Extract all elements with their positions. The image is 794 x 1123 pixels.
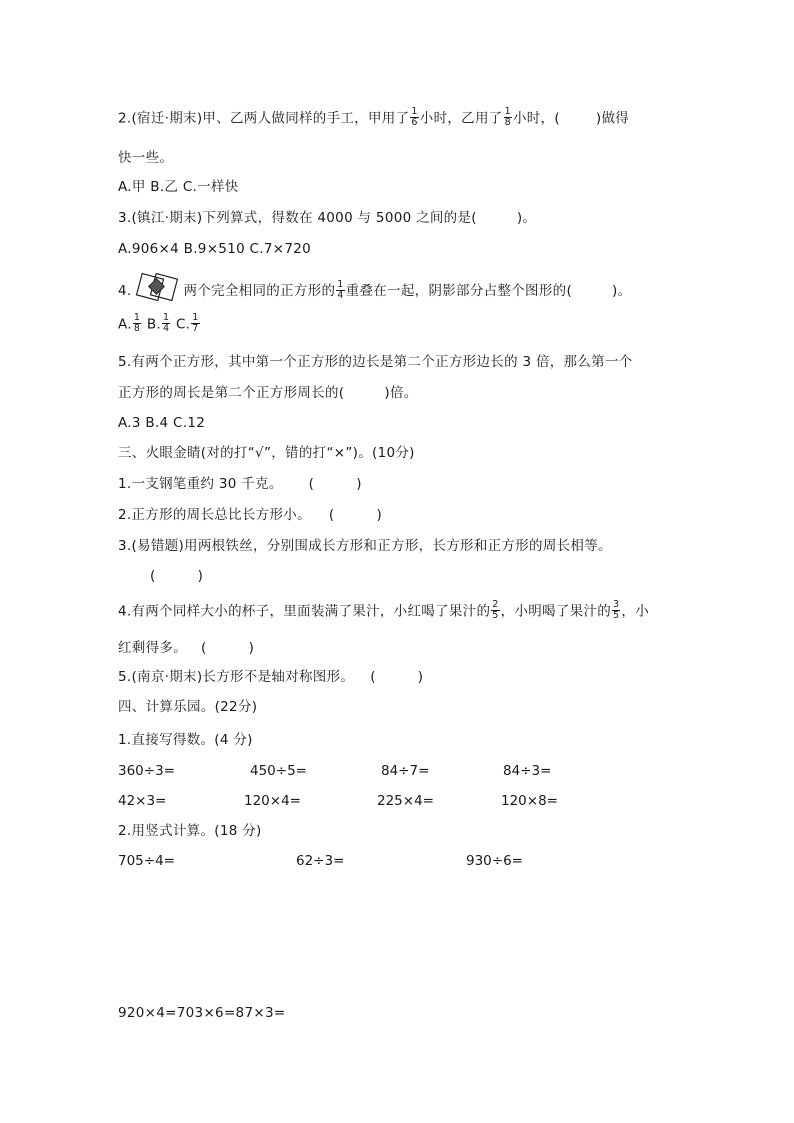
question-2-line1: 2.(宿迁·期末)甲、乙两人做同样的手工，甲用了 $\frac{1}{6}$ 小时，乙用了 $\frac{1}{8}$ 小时，( )做得 bbox=[118, 106, 630, 128]
fraction: $\frac{3}{5}$ bbox=[613, 599, 620, 621]
question-3: 3.(镇江·期末)下列算式，得数在 4000 与 5000 之间的是( )。 bbox=[118, 210, 537, 226]
question-5-line1: 5.有两个正方形，其中第一个正方形的边长是第二个正方形边长的 3 倍，那么第一个 bbox=[118, 354, 633, 370]
calc-item: 42×3= bbox=[118, 793, 167, 809]
question-2-options: A.甲 B.乙 C.一样快 bbox=[118, 179, 239, 195]
vertical-calc-item: 705÷4= bbox=[118, 853, 175, 869]
judge-item-3: 3.(易错题)用两根铁丝，分别围成长方形和正方形，长方形和正方形的周长相等。 bbox=[118, 538, 612, 554]
calc-item: 120×8= bbox=[501, 793, 558, 809]
fraction: $\frac{2}{5}$ bbox=[492, 599, 499, 621]
judge-item-4-line2: 红剩得多。 ( ) bbox=[118, 640, 255, 656]
judge-item-4-line1: 4.有两个同样大小的杯子，里面装满了果汁，小红喝了果汁的 $\frac{2}{5}$ ，小明喝了果汁的 $\frac{3}{5}$ ，小 bbox=[118, 599, 650, 621]
question-5-line2: 正方形的周长是第二个正方形周长的( )倍。 bbox=[118, 385, 418, 401]
subsection-1-title: 1.直接写得数。(4 分) bbox=[118, 732, 253, 748]
overlapping-squares-figure bbox=[133, 273, 181, 303]
subsection-2-title: 2.用竖式计算。(18 分) bbox=[118, 823, 262, 839]
question-4: 4. 两个完全相同的正方形的 $\frac{1}{4}$ 重叠在一起，阴影部分占整个图形的( )。 bbox=[118, 276, 631, 306]
section-4-title: 四、计算乐园。(22分) bbox=[118, 699, 258, 715]
calc-item: 84÷3= bbox=[503, 763, 552, 779]
section-3-title: 三、火眼金睛(对的打“√”，错的打“×”)。(10分) bbox=[118, 445, 415, 461]
calc-item: 360÷3= bbox=[118, 763, 175, 779]
question-5-options: A.3 B.4 C.12 bbox=[118, 415, 206, 431]
judge-item-3-answer: ( ) bbox=[150, 568, 204, 584]
vertical-calc-row-2: 920×4=703×6=87×3= bbox=[118, 1005, 286, 1021]
question-4-options: A. $\frac{1}{8}$ B. $\frac{1}{4}$ C. $\frac{1}{7}$ bbox=[118, 312, 199, 334]
fraction: $\frac{1}{8}$ bbox=[133, 312, 141, 334]
fraction: $\frac{1}{4}$ bbox=[337, 278, 344, 301]
fraction: $\frac{1}{7}$ bbox=[192, 312, 199, 334]
fraction: $\frac{1}{6}$ bbox=[411, 106, 418, 128]
question-3-options: A.906×4 B.9×510 C.7×720 bbox=[118, 241, 312, 257]
calc-item: 225×4= bbox=[377, 793, 434, 809]
question-2-line2: 快一些。 bbox=[118, 150, 174, 166]
vertical-calc-item: 62÷3= bbox=[296, 853, 345, 869]
calc-item: 84÷7= bbox=[381, 763, 430, 779]
fraction: $\frac{1}{8}$ bbox=[504, 106, 511, 128]
vertical-calc-item: 930÷6= bbox=[466, 853, 523, 869]
judge-item-2: 2.正方形的周长总比长方形小。 ( ) bbox=[118, 507, 383, 523]
judge-item-1: 1.一支钢笔重约 30 千克。 ( ) bbox=[118, 476, 362, 492]
calc-item: 450÷5= bbox=[250, 763, 307, 779]
judge-item-5: 5.(南京·期末)长方形不是轴对称图形。 ( ) bbox=[118, 669, 424, 685]
calc-item: 120×4= bbox=[244, 793, 301, 809]
fraction: $\frac{1}{4}$ bbox=[163, 312, 170, 334]
